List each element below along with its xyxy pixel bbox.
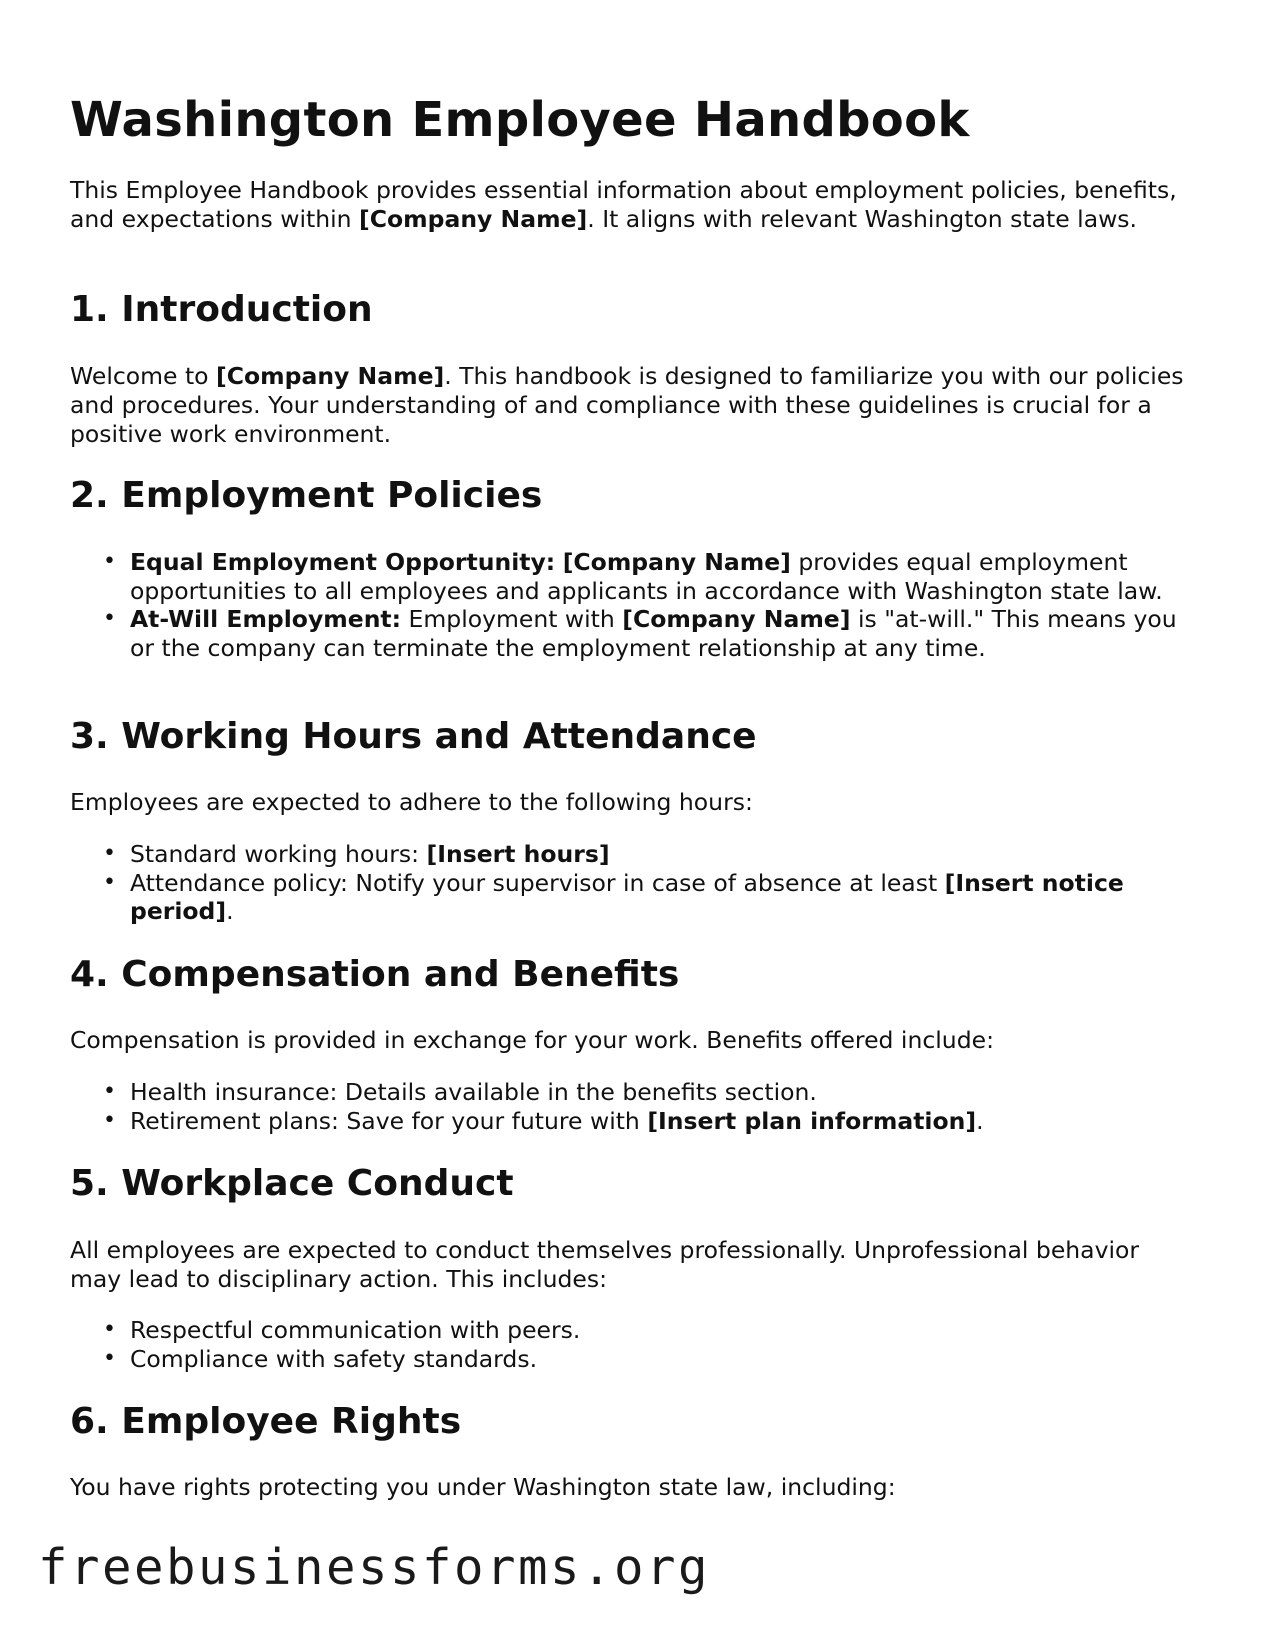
company-name-placeholder: [Company Name] [622,605,851,633]
workplace-conduct-paragraph: All employees are expected to conduct themselves professionally. Unprofessional behavior may lead to disciplinary action. This includes: [70,1236,1140,1293]
document-title: Washington Employee Handbook [70,92,970,148]
employment-policies-list [70,548,1190,662]
section-heading-employment-policies: 2. Employment Policies [70,475,543,516]
compensation-list [70,1078,1190,1135]
section-heading-compensation: 4. Compensation and Benefits [70,954,680,995]
compensation-paragraph: Compensation is provided in exchange for your work. Benefits offered include: [70,1026,994,1054]
list-item: • Retirement plans: Save for your future with [Insert plan information]. [70,1107,1190,1136]
list-item: • Health insurance: Details available in the benefits section. [70,1078,1190,1107]
intro-paragraph: This Employee Handbook provides essential information about employment policies, benefits, and expectations within [Company Name]. It aligns with relevant Washington state laws. [70,176,1177,233]
working-hours-paragraph: Employees are expected to adhere to the following hours: [70,788,753,816]
employee-rights-paragraph: You have rights protecting you under Washington state law, including: [70,1473,896,1501]
section-heading-working-hours: 3. Working Hours and Attendance [70,716,757,757]
list-item: • Attendance policy: Notify your supervisor in case of absence at least [Insert notice period]. [70,869,1190,926]
section-heading-employee-rights: 6. Employee Rights [70,1401,462,1442]
list-item: • Standard working hours: [Insert hours] [70,840,1190,869]
list-item: • At-Will Employment: Employment with [Company Name] is "at-will." This means you or the company can terminate the employment relationship at any time. [70,605,1190,662]
working-hours-list [70,840,1190,926]
company-name-placeholder: [Company Name] [562,548,791,576]
company-name-placeholder: [Company Name] [359,205,588,233]
watermark: freebusinessforms.org [38,1539,711,1596]
list-item: • Respectful communication with peers. [70,1316,1190,1345]
introduction-paragraph: Welcome to [Company Name]. This handbook is designed to familiarize you with our policies and procedures. Your understanding of and compliance with these guidelines is crucial for a positive work environment. [70,362,1184,448]
list-item: • Compliance with safety standards. [70,1345,1190,1374]
list-item: • Equal Employment Opportunity: [Company Name] provides equal employment opportunities to all employees and applicants in accordance with Washington state law. [70,548,1190,605]
company-name-placeholder: [Company Name] [216,362,445,390]
section-heading-introduction: 1. Introduction [70,289,373,330]
section-heading-workplace-conduct: 5. Workplace Conduct [70,1163,514,1204]
workplace-conduct-list [70,1316,1190,1373]
